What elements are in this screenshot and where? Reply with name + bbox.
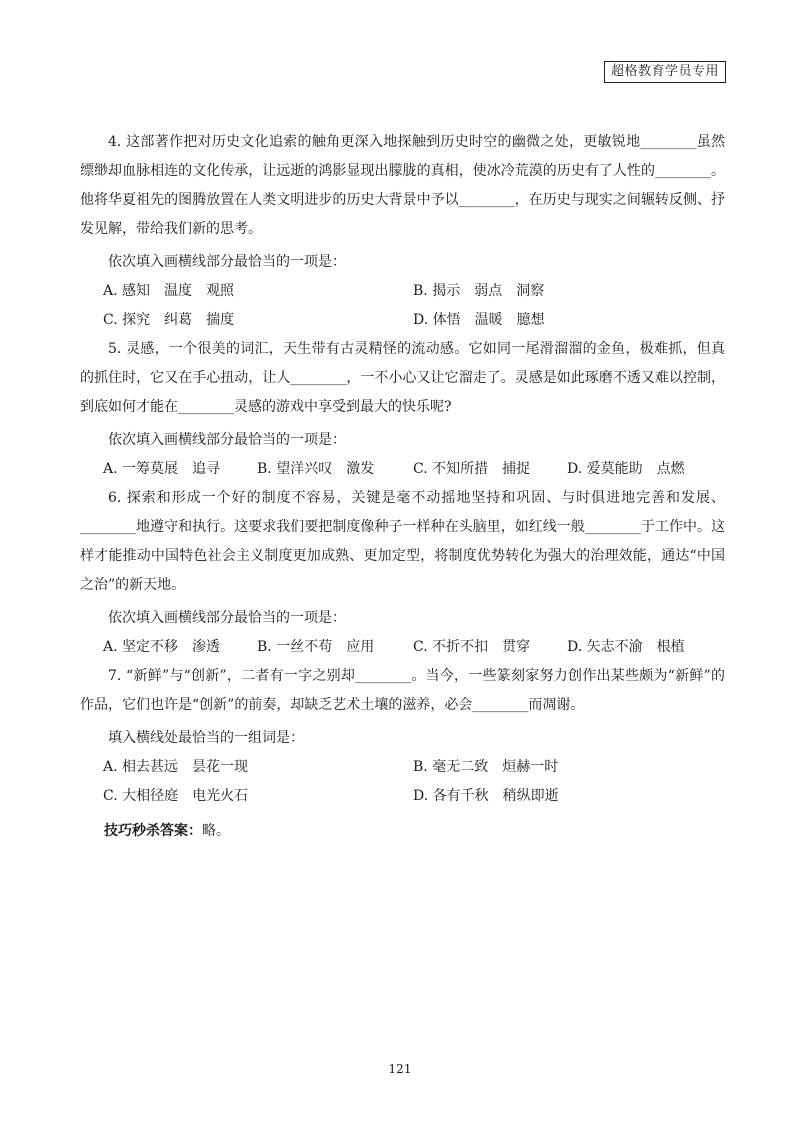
question-5 <box>80 335 725 484</box>
question-stem: 6. 探索和形成一个好的制度不容易，关键是毫不动摇地坚持和巩固、与时俱进地完善和发展、________地遵守和执行。这要求我们要把制度像种子一样种在头脑里，如红线一般________于工作中。这样才能推动中国特色社会主义制度更加成熟、更加定型，将制度优势转化为强大的治理效能，通达“中国之治”的新天地。 <box>80 490 725 593</box>
option-b: B. 望洋兴叹 激发 <box>257 461 375 477</box>
question-instruction: 依次填入画横线部分最恰当的一项是： <box>108 610 346 626</box>
option-d: D. 矢志不渝 根植 <box>567 639 685 655</box>
question-6 <box>80 484 725 662</box>
option-list <box>80 277 725 335</box>
answer-label: 技巧秒杀答案： <box>104 823 202 839</box>
question-stem: 4. 这部著作把对历史文化追索的触角更深入地探触到历史时空的幽微之处，更敏锐地________虽然缥缈却血脉相连的文化传承，让远逝的鸿影显现出朦胧的真相，使冰冷荒漠的历史有了人性的________。他将华夏祖先的图腾放置在人类文明进步的历史大背景中予以________，在历史与现实之间辗转反侧、抒发见解，带给我们新的思考。 <box>80 134 725 237</box>
page-number: 121 <box>388 1062 412 1076</box>
option-a: A. 坚定不移 渗透 <box>103 639 221 655</box>
question-instruction: 依次填入画横线部分最恰当的一项是： <box>108 432 346 448</box>
option-c: C. 大相径庭 电光火石 <box>103 788 249 804</box>
question-4 <box>80 128 725 335</box>
option-list <box>80 455 725 484</box>
question-stem: 5. 灵感，一个很美的词汇，天生带有古灵精怪的流动感。它如同一尾滑溜溜的金鱼，极难抓，但真的抓住时，它又在手心扭动，让人________，一不小心又让它溜走了。灵感是如此琢磨不透又难以控制，到底如何才能在________灵感的游戏中享受到最大的快乐呢? <box>80 341 725 415</box>
answer-text: 略。 <box>202 823 230 839</box>
option-b: B. 毫无二致 烜赫一时 <box>413 759 559 775</box>
question-stem: 7. “新鲜”与“创新”，二者有一字之别却________。当今，一些篆刻家努力创作出某些颇为“新鲜”的作品，它们也许是“创新”的前奏，却缺乏艺术土壤的滋养，必会________而凋谢。 <box>80 668 725 713</box>
option-d: D. 爱莫能助 点燃 <box>567 461 685 477</box>
question-content <box>80 128 725 811</box>
option-a: A. 感知 温度 观照 <box>103 283 235 299</box>
option-list <box>80 633 725 662</box>
option-a: A. 相去甚远 昙花一现 <box>103 759 249 775</box>
header-label: 超格教育学员专用 <box>604 61 726 83</box>
question-instruction: 依次填入画横线部分最恰当的一项是： <box>108 254 346 270</box>
option-list <box>80 753 725 811</box>
option-b: B. 揭示 弱点 洞察 <box>413 283 545 299</box>
option-c: C. 不折不扣 贯穿 <box>413 639 531 655</box>
option-d: D. 体悟 温暖 臆想 <box>413 312 545 328</box>
option-a: A. 一筹莫展 追寻 <box>103 461 221 477</box>
option-c: C. 探究 纠葛 揣度 <box>103 312 235 328</box>
question-instruction: 填入横线处最恰当的一组词是： <box>108 730 304 746</box>
question-7 <box>80 662 725 811</box>
option-c: C. 不知所措 捕捉 <box>413 461 531 477</box>
option-b: B. 一丝不苟 应用 <box>257 639 375 655</box>
answer-line <box>104 821 230 841</box>
option-d: D. 各有千秋 稍纵即逝 <box>413 788 559 804</box>
